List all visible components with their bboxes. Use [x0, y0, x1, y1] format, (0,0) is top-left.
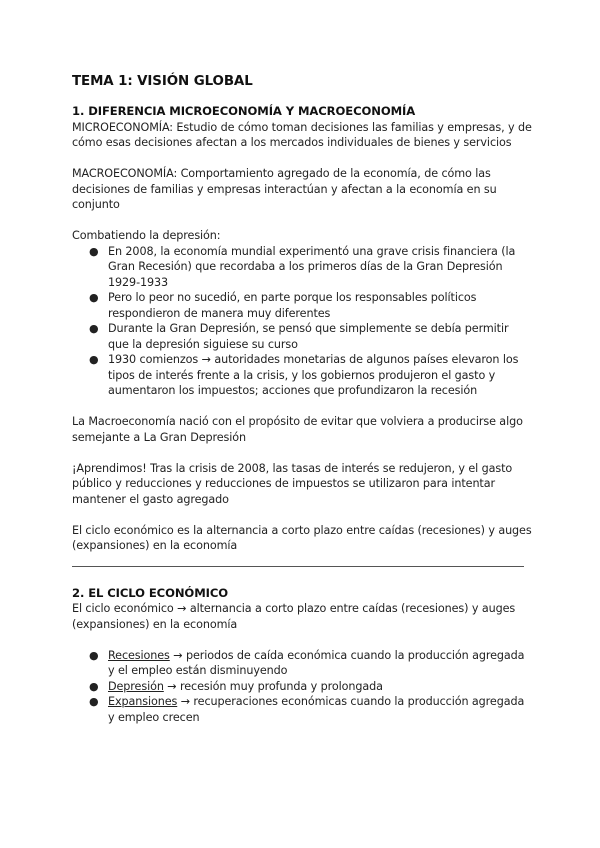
document-content — [72, 74, 532, 725]
cycle-paragraph: El ciclo económico es la alternancia a corto plazo entre caídas (recesiones) y auges (expansiones) en la economía — [72, 523, 532, 552]
horizontal-divider — [72, 566, 524, 567]
bullet-icon: ● — [89, 648, 99, 662]
list-item — [72, 352, 532, 399]
section-1-heading: 1. DIFERENCIA MICROECONOMÍA Y MACROECONOMÍA — [72, 104, 416, 118]
bullet-icon: ● — [89, 679, 99, 693]
list-item — [72, 321, 532, 352]
cycle-terms-list — [72, 648, 532, 726]
bullet-icon: ● — [89, 353, 99, 366]
list-item — [72, 290, 532, 321]
macro-origin-paragraph: La Macroeconomía nació con el propósito de evitar que volviera a producirse algo semejante a La Gran Depresión — [72, 415, 523, 444]
macro-definition: MACROECONOMÍA: Comportamiento agregado de la economía, de cómo las decisiones de familias y empresas interactúan y afectan a la economía en su conjunto — [72, 167, 497, 211]
term-definition: → periodos de caída económica cuando la producción agregada y el empleo están disminuyendo — [108, 648, 525, 677]
micro-definition: MICROECONOMÍA: Estudio de cómo toman decisiones las familias y empresas, y de cómo esas decisiones afectan a los mercados individuales de bienes y servicios — [72, 120, 532, 149]
list-item-text: En 2008, la economía mundial experimentó una grave crisis financiera (la Gran Recesión) que recordaba a los primeros días de la Gran Depresión 1929-1933 — [108, 244, 516, 289]
term-expansiones: Expansiones — [108, 695, 178, 708]
term-depresion: Depresión — [108, 679, 164, 693]
cycle-intro: El ciclo económico → alternancia a corto plazo entre caídas (recesiones) y auges (expansiones) en la economía — [72, 602, 516, 631]
list-item — [72, 694, 532, 725]
document-title: TEMA 1: VISIÓN GLOBAL — [72, 74, 253, 89]
list-item-text: Pero lo peor no sucedió, en parte porque los responsables políticos respondieron de manera muy diferentes — [108, 291, 477, 320]
section-2-heading: 2. EL CICLO ECONÓMICO — [72, 585, 229, 600]
list-item — [72, 244, 532, 291]
bullet-icon: ● — [89, 244, 99, 258]
term-definition: → recuperaciones económicas cuando la producción agregada y empleo crecen — [108, 695, 525, 724]
list-item — [72, 648, 532, 679]
list-item-text: 1930 comienzos → autoridades monetarias de algunos países elevaron los tipos de interés frente a la crisis, y los gobiernos produjeron el gasto y aumentaron los impuestos; acciones que profundizaron la recesión — [108, 353, 519, 397]
combat-label: Combatiendo la depresión: — [72, 229, 221, 242]
combat-bullet-list — [72, 244, 532, 399]
bullet-icon: ● — [89, 695, 99, 708]
term-definition: → recesión muy profunda y prolongada — [163, 679, 383, 693]
list-item — [72, 679, 532, 695]
list-item-text: Durante la Gran Depresión, se pensó que simplemente se debía permitir que la depresión siguiese su curso — [108, 322, 509, 351]
term-recesiones: Recesiones — [108, 648, 170, 662]
bullet-icon: ● — [89, 322, 99, 335]
learned-paragraph: ¡Aprendimos! Tras la crisis de 2008, las tasas de interés se redujeron, y el gasto público y reducciones y reducciones de impuestos se utilizaron para intentar mantener el gasto agregado — [72, 461, 513, 506]
bullet-icon: ● — [89, 291, 99, 304]
